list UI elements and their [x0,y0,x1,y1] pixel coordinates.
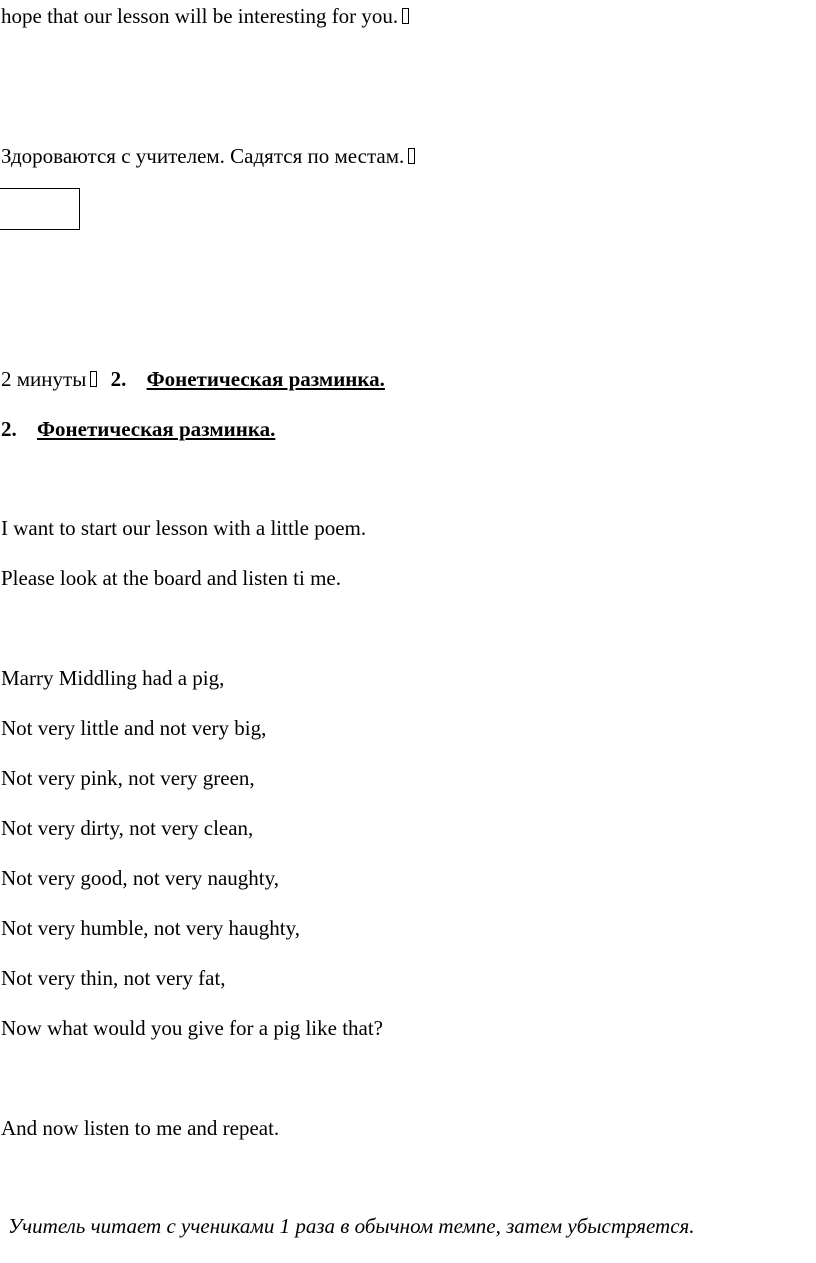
greeting-line [1,6,409,27]
section-heading [1,419,275,440]
greeting-text: hope that our lesson will be interesting for you. [1,4,399,28]
poem-line: Not very dirty, not very clean, [1,816,254,840]
poem-line: Not very thin, not very fat, [1,966,226,990]
missing-glyph-icon [402,8,409,24]
students-action-line [1,146,415,167]
section-heading-title: Фонетическая разминка. [37,417,276,441]
teacher-note: Учитель читает с учениками 1 раза в обычном темпе, затем убыстряется. [8,1214,695,1238]
poem-line: Not very little and not very big, [1,716,267,740]
poem-line: Not very humble, not very haughty, [1,916,300,940]
empty-table-cell [0,188,80,230]
poem-line: Not very pink, not very green, [1,766,255,790]
section-duration: 2 минуты [1,367,87,391]
section-number: 2. [110,367,127,391]
poem-line: Not very good, not very naughty, [1,866,280,890]
poem-line: Marry Middling had a pig, [1,666,225,690]
missing-glyph-icon [90,371,97,387]
students-action-text: Здороваются с учителем. Садятся по местам. [1,144,405,168]
teacher-line: Please look at the board and listen ti me. [1,566,341,590]
repeat-line: And now listen to me and repeat. [1,1116,280,1140]
missing-glyph-icon [408,148,415,164]
section-row [1,369,385,390]
teacher-line: I want to start our lesson with a little poem. [1,516,367,540]
section-heading-number: 2. [1,417,17,441]
poem-line: Now what would you give for a pig like that? [1,1016,383,1040]
section-title: Фонетическая разминка. [146,367,385,391]
